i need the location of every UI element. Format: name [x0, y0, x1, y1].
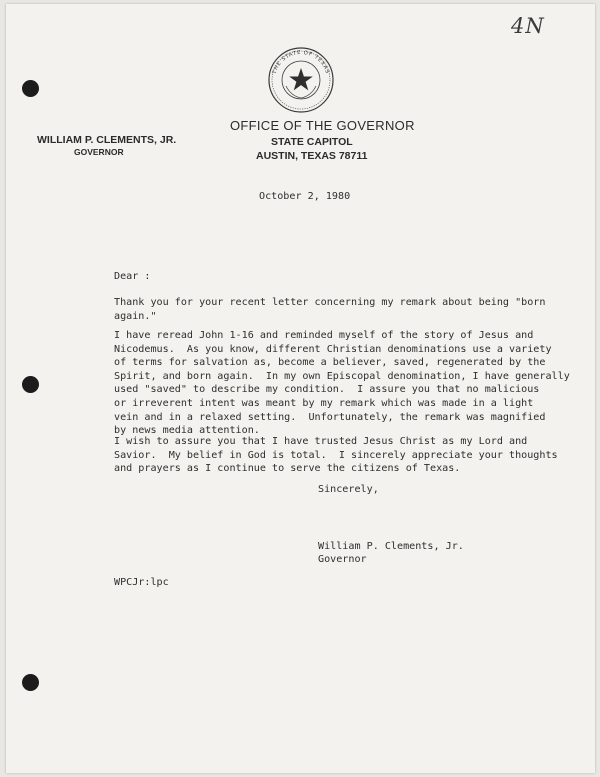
binder-hole — [22, 80, 39, 97]
governor-title: GOVERNOR — [74, 147, 124, 157]
salutation: Dear : — [114, 271, 151, 282]
signer-name: William P. Clements, Jr. — [318, 541, 464, 552]
typist-initials: WPCJr:lpc — [114, 577, 169, 588]
body-paragraph: Thank you for your recent letter concerning my remark about being "born again." — [114, 297, 546, 322]
signer-title: Governor — [318, 554, 367, 565]
body-paragraph: I wish to assure you that I have trusted Jesus Christ as my Lord and Savior. My belief in God is total. I sincerely appreciate your thoughts and prayers as I continue to serve the citizens of Texas. — [114, 436, 558, 475]
seal-text: THE STATE OF TEXAS — [271, 49, 331, 75]
office-title: OFFICE OF THE GOVERNOR — [230, 118, 415, 133]
letter-page — [6, 4, 595, 773]
letter-date: October 2, 1980 — [259, 191, 351, 202]
handwritten-mark: 4N — [511, 14, 545, 38]
binder-hole — [22, 376, 39, 393]
body-paragraph: I have reread John 1-16 and reminded myself of the story of Jesus and Nicodemus. As you know, different Christian denominations use a variety of terms for salvation as, become a believer, saved, regenerated by the Spirit, and born again. In my own Episcopal denomination, I have generally used "saved" to describe my condition. I assure you that no malicious or irreverent intent was meant by my remark which was made in a light vein and in a relaxed setting. Unfortunately, the remark was magnified by news media attention. — [114, 330, 570, 437]
governor-name: WILLIAM P. CLEMENTS, JR. — [37, 134, 177, 146]
address-line: AUSTIN, TEXAS 78711 — [256, 150, 368, 162]
closing: Sincerely, — [318, 484, 379, 495]
texas-seal-icon — [267, 46, 335, 114]
building-line: STATE CAPITOL — [271, 136, 353, 148]
binder-hole — [22, 674, 39, 691]
